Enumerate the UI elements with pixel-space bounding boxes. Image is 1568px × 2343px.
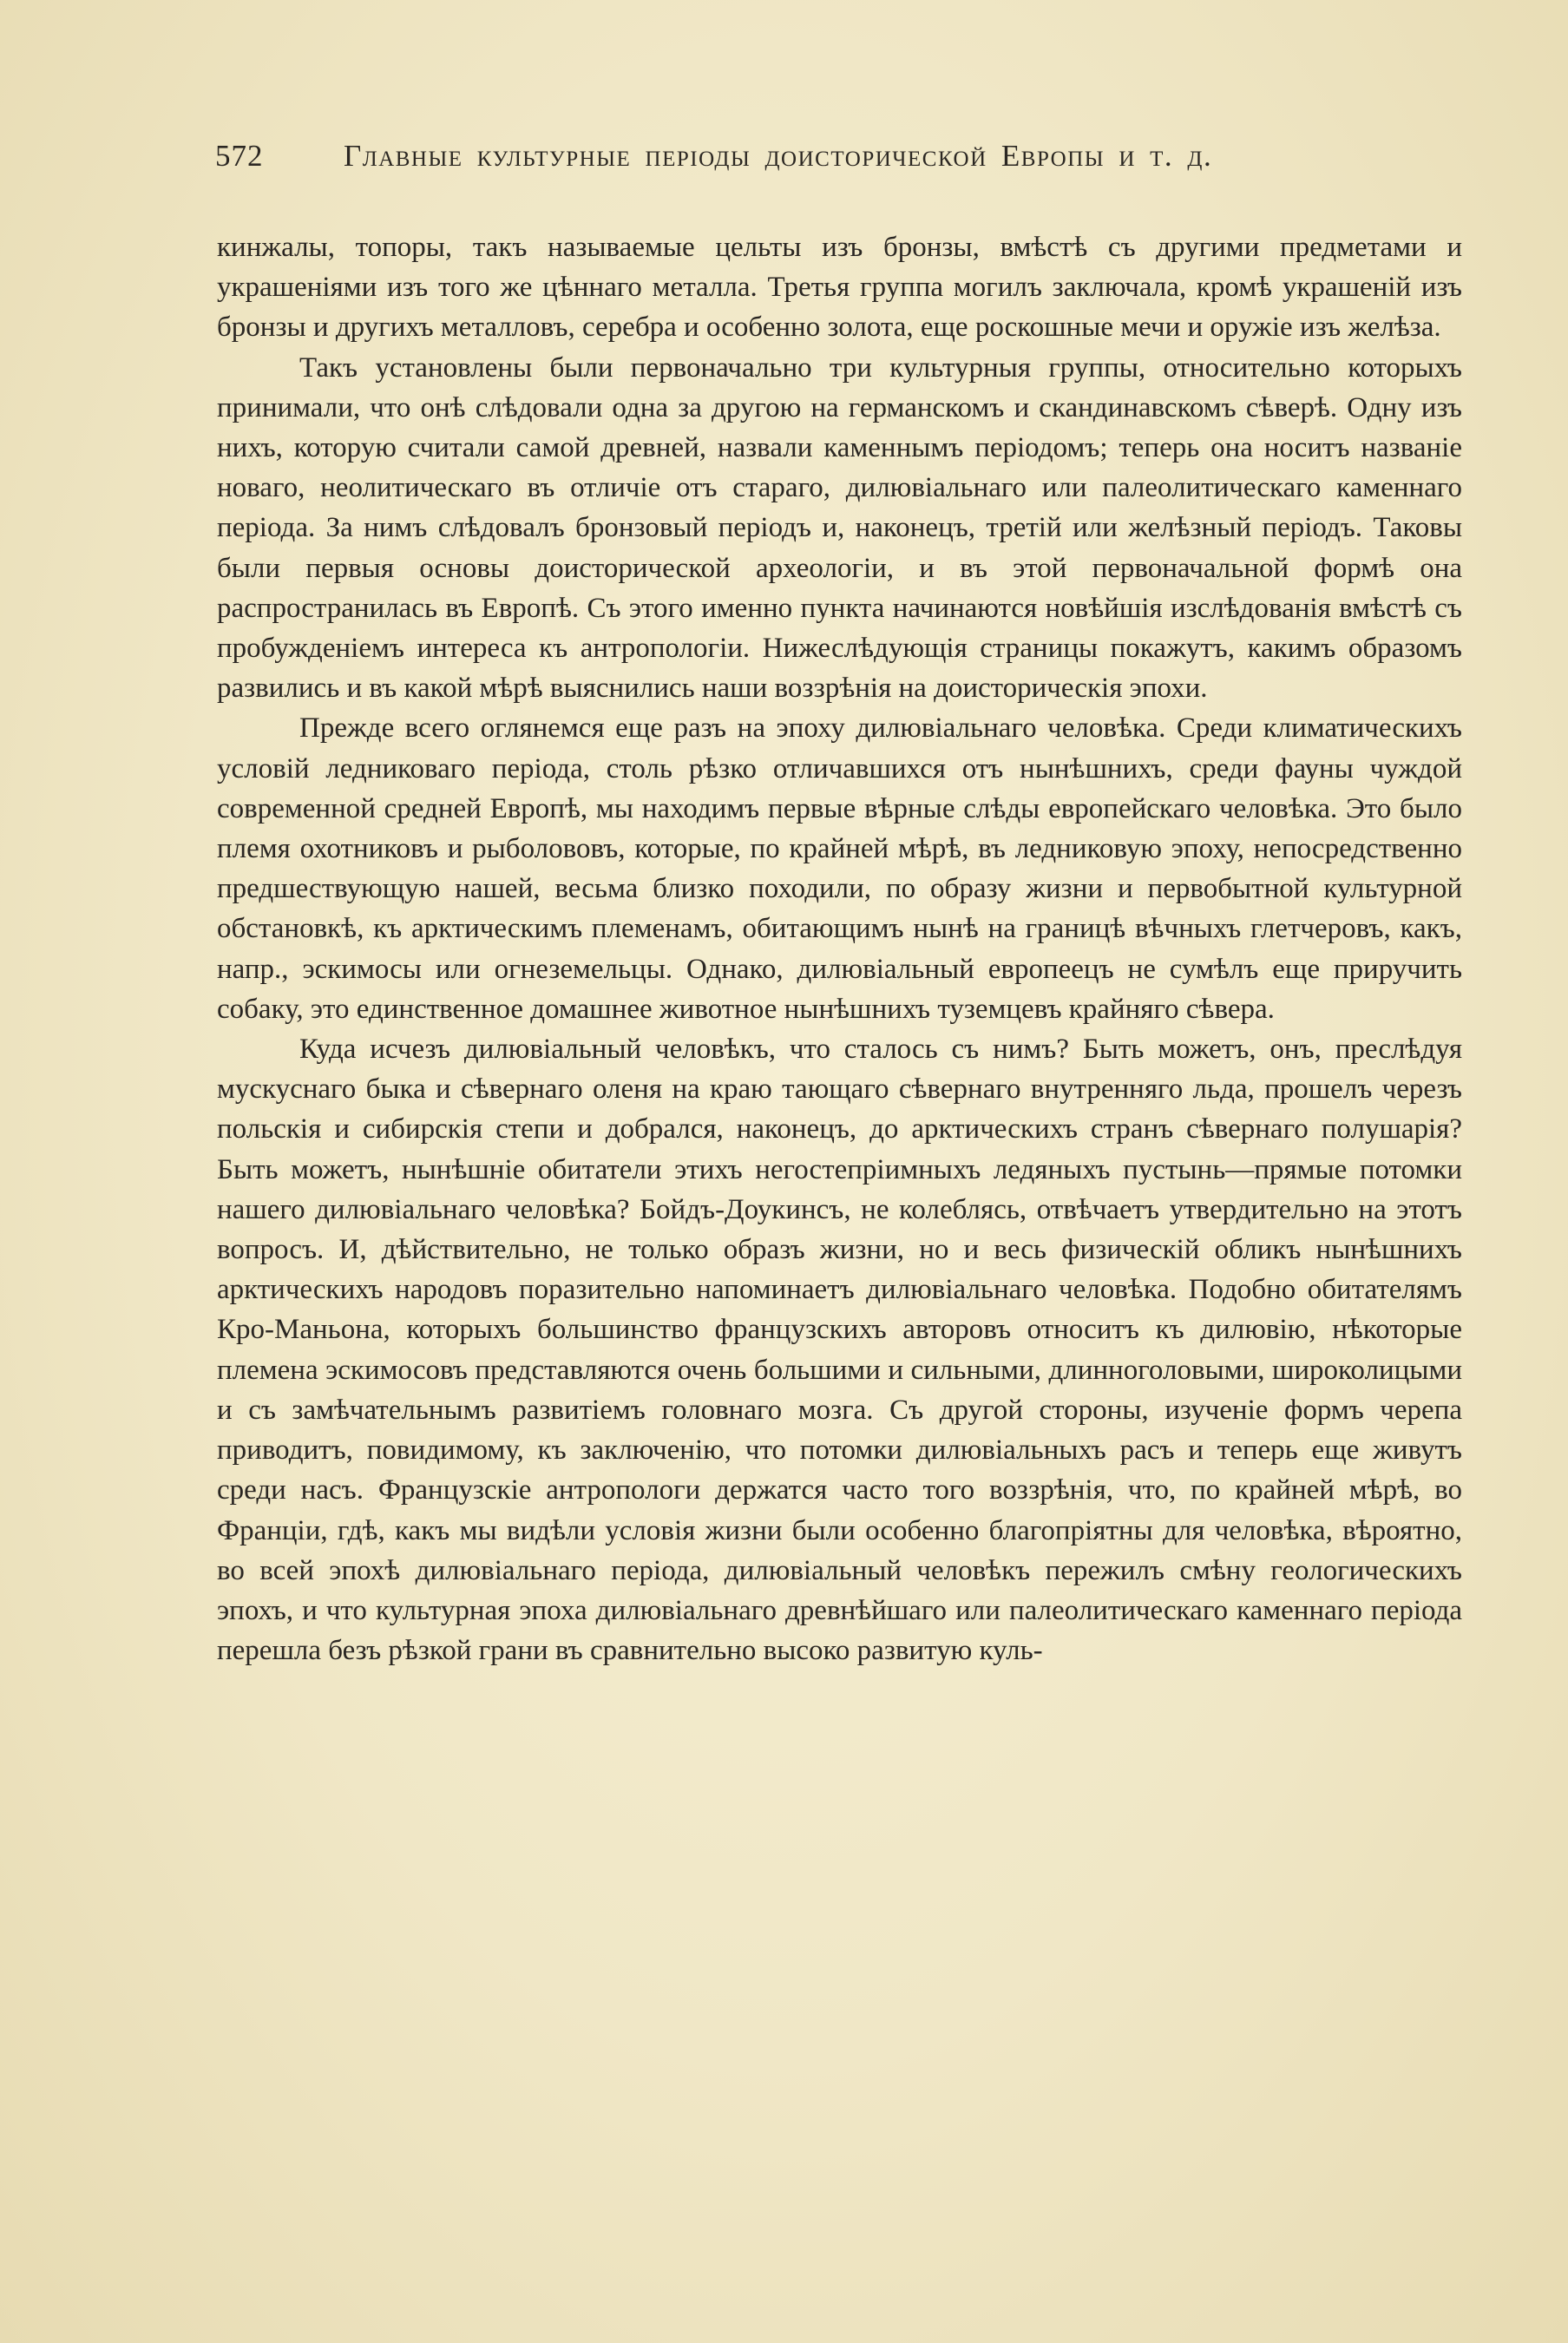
paragraph-3: Прежде всего оглянемся еще разъ на эпоху дилювіальнаго человѣка. Среди климатическихъ условій ледниковаго періода, столь рѣзко отличавшихся отъ нынѣшнихъ, среди фауны чуждой современной средней Европѣ, мы находимъ первые вѣрные слѣды европейскаго человѣка. Это было племя охотниковъ и рыболововъ, которые, по крайней мѣрѣ, въ ледниковую эпоху, непосредственно предшествующую нашей, весьма близко походили, по образу жизни и первобытной культурной обстановкѣ, къ арктическимъ племенамъ, обитающимъ нынѣ на границѣ вѣчныхъ глетчеровъ, какъ, напр., эскимосы или огнеземельцы. Однако, дилювіальный европеецъ не сумѣлъ еще приручить собаку, это единственное домашнее животное нынѣшнихъ туземцевъ крайняго сѣвера.	[217, 712, 1462, 1025]
running-head: Главные культурные періоды доисторической Европы и т. д.	[344, 139, 1213, 173]
body-text	[217, 227, 1462, 1670]
page-header	[215, 139, 1343, 191]
page-number: 572	[215, 139, 264, 173]
paragraph-4: Куда исчезъ дилювіальный человѣкъ, что сталось съ нимъ? Быть можетъ, онъ, преслѣдуя мускуснаго быка и сѣвернаго оленя на краю тающаго сѣвернаго внутренняго льда, прошелъ черезъ польскія и сибирскія степи и добрался, наконецъ, до арктическихъ странъ сѣвернаго полушарія? Быть можетъ, нынѣшніе обитатели этихъ негостепріимныхъ ледяныхъ пустынь—прямые потомки нашего дилювіальнаго человѣка? Бойдъ-Доукинсъ, не колеблясь, отвѣчаетъ утвердительно на этотъ вопросъ. И, дѣйствительно, не только образъ жизни, но и весь физическій обликъ нынѣшнихъ арктическихъ народовъ поразительно напоминаетъ дилювіальнаго человѣка. Подобно обитателямъ Кро-Маньона, которыхъ большинство французскихъ авторовъ относитъ къ дилювію, нѣкоторые племена эскимосовъ представляются очень большими и сильными, длинноголовыми, широколицыми и съ замѣчательнымъ развитіемъ головнаго мозга. Съ другой стороны, изученіе формъ черепа приводитъ, повидимому, къ заключенію, что потомки дилювіальныхъ расъ и теперь еще живутъ среди насъ. Французскіе антропологи держатся часто того воззрѣнія, что, по крайней мѣрѣ, во Франціи, гдѣ, какъ мы видѣли условія жизни были особенно благопріятны для человѣка, вѣроятно, во всей эпохѣ дилювіальнаго періода, дилювіальный человѣкъ пережилъ смѣну геологическихъ эпохъ, и что культурная эпоха дилювіальнаго древнѣйшаго или палеолитическаго каменнаго періода перешла безъ рѣзкой грани въ сравнительно высоко развитую куль-	[217, 1034, 1462, 1667]
paragraph-2: Такъ установлены были первоначально три культурныя группы, относительно которыхъ принимали, что онѣ слѣдовали одна за другою на германскомъ и скандинавскомъ сѣверѣ. Одну изъ нихъ, которую считали самой древней, назвали каменнымъ періодомъ; теперь она носитъ названіе новаго, неолитическаго въ отличіе отъ стараго, дилювіальнаго или палеолитическаго каменнаго періода. За нимъ слѣдовалъ бронзовый періодъ и, наконецъ, третій или желѣзный періодъ. Таковы были первыя основы доисторической археологіи, и въ этой первоначальной формѣ она распространилась въ Европѣ. Съ этого именно пункта начинаются новѣйшія изслѣдованія вмѣстѣ съ пробужденіемъ интереса къ антропологіи. Нижеслѣдующія страницы покажутъ, какимъ образомъ развились и въ какой мѣрѣ выяснились наши воззрѣнія на доисторическія эпохи.	[217, 351, 1462, 705]
paragraph-1: кинжалы, топоры, такъ называемые цельты изъ бронзы, вмѣстѣ съ другими предметами и украшеніями изъ того же цѣннаго металла. Третья группа могилъ заключала, кромѣ украшеній изъ бронзы и другихъ металловъ, серебра и особенно золота, еще роскошные мечи и оружіе изъ желѣза.	[217, 232, 1462, 344]
